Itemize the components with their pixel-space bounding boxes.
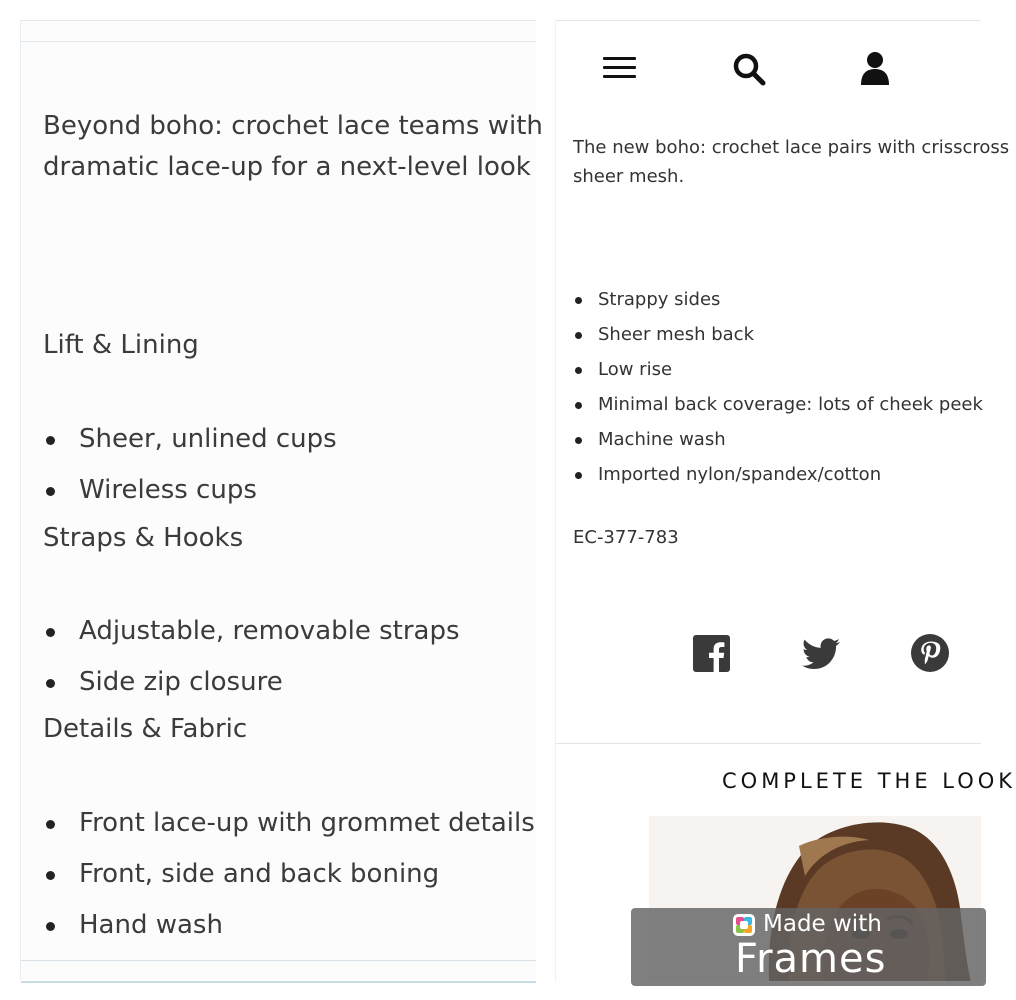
description-line: Beyond boho: crochet lace teams with [43, 111, 543, 141]
feature-list [573, 287, 983, 497]
share-buttons [556, 631, 981, 681]
section-heading-straps-hooks: Straps & Hooks [43, 523, 244, 553]
facebook-icon[interactable] [693, 635, 730, 672]
list-item: Low rise [573, 357, 983, 392]
made-with-frames-watermark [631, 908, 986, 986]
list-item: Front, side and back boning [43, 859, 535, 910]
list-item: Minimal back coverage: lots of cheek peek [573, 392, 983, 427]
user-icon[interactable] [860, 51, 890, 85]
watermark-brand: Frames [735, 936, 887, 982]
description-line: sheer mesh. [573, 166, 685, 187]
search-icon[interactable] [732, 52, 766, 86]
description-line: dramatic lace-up for a next-level look [43, 152, 531, 182]
complete-the-look-heading: COMPLETE THE LOOK [722, 769, 1016, 793]
section-divider [556, 743, 981, 744]
frames-logo-icon [733, 914, 755, 936]
product-description [43, 106, 603, 188]
description-line: The new boho: crochet lace pairs with crisscross [573, 137, 1010, 158]
list-item: Machine wash [573, 427, 983, 462]
list-item: Wireless cups [43, 475, 337, 526]
left-screenshot-panel [20, 20, 543, 980]
pinterest-icon[interactable] [910, 633, 950, 673]
right-screenshot-panel [555, 20, 1016, 981]
section-heading-details-fabric: Details & Fabric [43, 714, 248, 744]
section-heading-lift-lining: Lift & Lining [43, 330, 199, 360]
watermark-text: Made with [763, 911, 882, 937]
product-code: EC-377-783 [573, 527, 679, 548]
twitter-icon[interactable] [802, 637, 840, 671]
lift-lining-list [43, 424, 337, 526]
list-item: Strappy sides [573, 287, 983, 322]
list-item: Imported nylon/spandex/cotton [573, 462, 983, 497]
list-item: Side zip closure [43, 667, 460, 718]
bottom-divider [21, 960, 536, 983]
list-item: Front lace-up with grommet details [43, 808, 535, 859]
list-item: Adjustable, removable straps [43, 616, 460, 667]
top-divider [21, 20, 536, 42]
details-fabric-list [43, 808, 535, 961]
list-item: Sheer, unlined cups [43, 424, 337, 475]
product-description [573, 133, 1009, 191]
menu-icon[interactable] [603, 57, 636, 79]
list-item: Sheer mesh back [573, 322, 983, 357]
list-item: Hand wash [43, 910, 535, 961]
mobile-header [556, 21, 981, 111]
straps-hooks-list [43, 616, 460, 718]
